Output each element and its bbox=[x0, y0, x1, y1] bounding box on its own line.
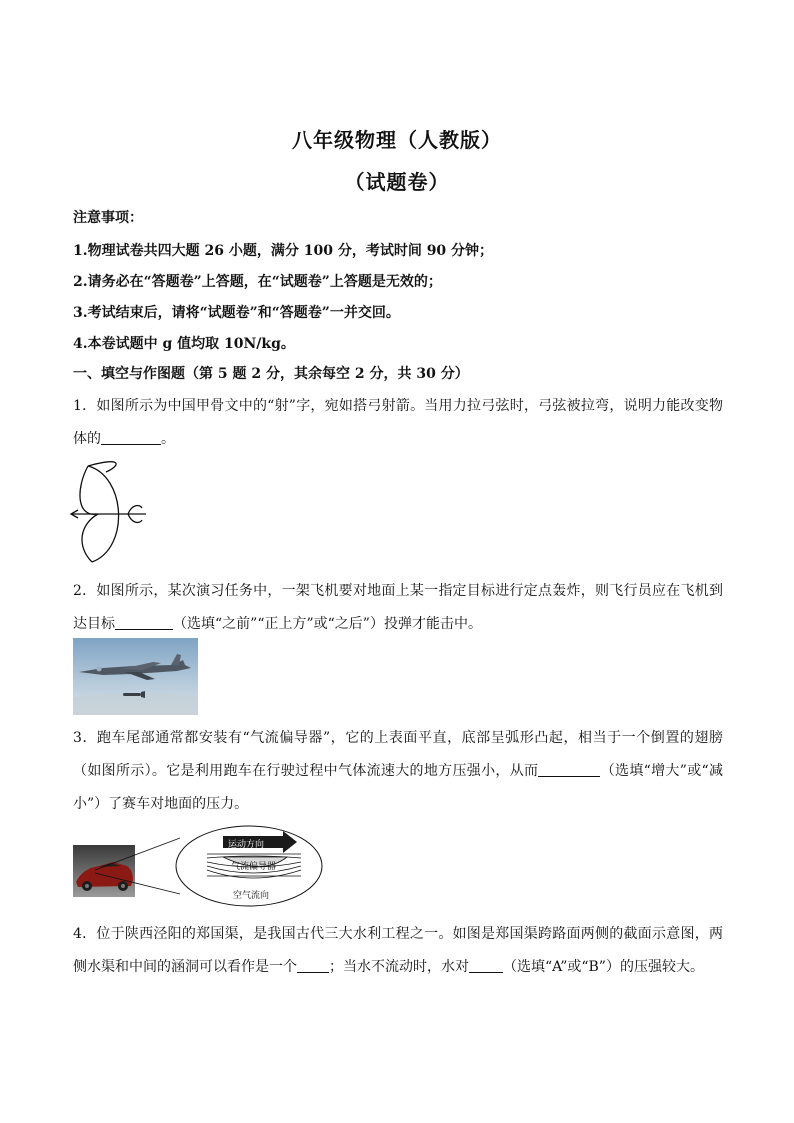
answer-blank[interactable] bbox=[101, 428, 161, 445]
oracle-bone-she-figure bbox=[66, 458, 150, 568]
question-1 bbox=[73, 390, 723, 456]
question-4-text-mid: ；当水不流动时，水对 bbox=[329, 959, 469, 975]
fighter-jet-photo bbox=[73, 638, 198, 715]
page-title: 八年级物理（人教版） bbox=[292, 128, 502, 152]
question-1-text: 1．如图所示为中国甲骨文中的“射”字，宛如搭弓射箭。当用力拉弓弦时，弓弦被拉弯，说明力能改变物体的 bbox=[73, 398, 723, 447]
section-heading: 一、填空与作图题（第 5 题 2 分，其余每空 2 分，共 30 分） bbox=[73, 366, 469, 382]
answer-blank[interactable] bbox=[538, 760, 600, 777]
deflector-label: 气流偏导器 bbox=[231, 862, 277, 872]
answer-blank[interactable] bbox=[469, 956, 503, 973]
bow-string-upper bbox=[80, 466, 98, 514]
question-3 bbox=[73, 722, 723, 821]
bow-string-lower bbox=[82, 514, 98, 562]
page-subtitle: （试题卷） bbox=[344, 170, 450, 194]
question-2-text: 2．如图所示，某次演习任务中，一架飞机要对地面上某一指定目标进行定点轰炸，则飞行员应在飞机到达目标 bbox=[73, 583, 723, 632]
question-2 bbox=[73, 575, 723, 641]
notice-item-3: 3.考试结束后，请将“试题卷”和“答题卷”一并交回。 bbox=[73, 305, 400, 321]
spoiler-figure bbox=[73, 824, 328, 909]
question-4 bbox=[73, 918, 723, 984]
notice-item-1: 1.物理试卷共四大题 26 小题，满分 100 分，考试时间 90 分钟； bbox=[73, 243, 494, 259]
question-3-text: 3．跑车尾部通常都安装有“气流偏导器”，它的上表面平直，底部呈弧形凸起，相当于一个倒置的翅膀（如图所示）。它是利用跑车在行驶过程中气体流速大的地方压强小，从而 bbox=[73, 730, 723, 779]
airflow-label: 空气流向 bbox=[233, 891, 270, 901]
notice-item-2: 2.请务必在“答题卷”上答题，在“试题卷”上答题是无效的； bbox=[73, 274, 442, 290]
answer-blank[interactable] bbox=[297, 956, 329, 973]
motion-direction-label: 运动方向 bbox=[228, 840, 265, 850]
question-3-text-end: （选填“增大”或“减小”）了赛车对地面的压力。 bbox=[73, 763, 723, 812]
spoiler-figure-drawing bbox=[73, 824, 328, 909]
question-2-text-end: （选填“之前”“正上方”或“之后”）投弹才能击中。 bbox=[173, 616, 482, 632]
haze bbox=[73, 693, 198, 715]
question-4-text: 4．位于陕西泾阳的郑国渠，是我国古代三大水利工程之一。如图是郑国渠跨路面两侧的截面示意图，两侧水渠和中间的涵洞可以看作是一个 bbox=[73, 926, 723, 975]
question-1-text-end: 。 bbox=[161, 431, 175, 447]
notice-item-4: 4.本卷试题中 g 值均取 10N/kg。 bbox=[73, 336, 295, 352]
notice-heading: 注意事项： bbox=[73, 210, 143, 226]
answer-blank[interactable] bbox=[115, 613, 173, 630]
question-4-text-end: （选填“A”或“B”）的压强较大。 bbox=[503, 959, 704, 975]
